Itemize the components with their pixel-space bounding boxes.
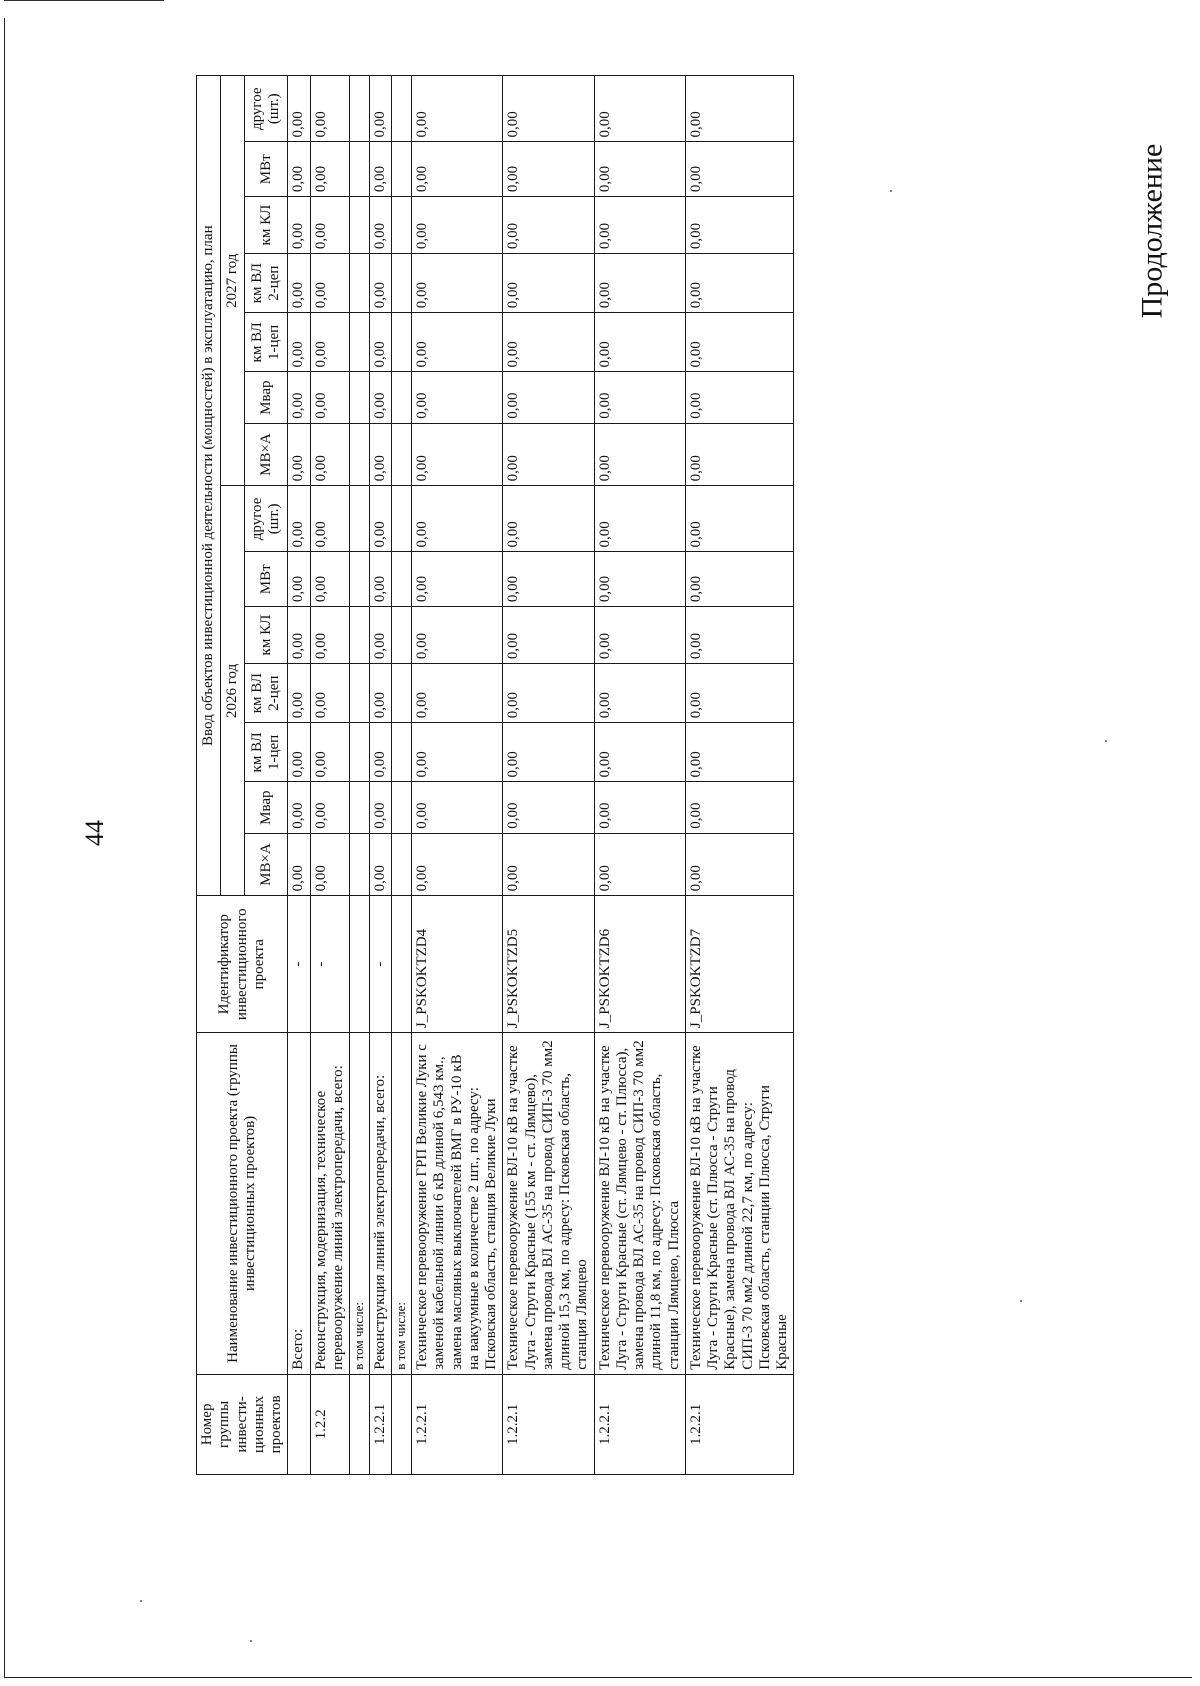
- cell-value: 0,00: [503, 607, 594, 664]
- page-number: 44: [80, 820, 109, 846]
- cell-group-number: 1.2.2.1: [594, 1374, 685, 1474]
- cell-value: [392, 313, 412, 372]
- cell-project-id: -: [369, 896, 391, 1033]
- table-row: [685, 76, 794, 1475]
- cell-project-id: J_PSKOKTZD6: [594, 896, 685, 1033]
- cell-value: 0,00: [412, 607, 503, 664]
- cell-project-name: Техническое перевооружение ВЛ-10 кВ на участке Луга - Струги Красные (ст. Плюсса - Струги Красные), замена провода ВЛ АС-35 на провод СИП-3 70 мм2 длиной 22,7 км, по адресу: Псковская область, станции Плюсса, Струги Красные: [685, 1033, 794, 1375]
- cell-value: 0,00: [503, 142, 594, 197]
- cell-value: 0,00: [594, 486, 685, 552]
- cell-value: 0,00: [288, 142, 310, 197]
- cell-value: 0,00: [685, 423, 794, 486]
- cell-value: [392, 486, 412, 552]
- cell-project-name: Техническое перевооружение ВЛ-10 кВ на участке Луга - Струги Красные (ст. Лямцево - ст. Плюсса), замена провода ВЛ АС-35 на провод СИП-3 70 мм2 длиной 11,8 км, по адресу: Псковская область, станции Лямцево, Плюсса: [594, 1033, 685, 1375]
- cell-value: 0,00: [594, 782, 685, 833]
- cell-value: [392, 782, 412, 833]
- cell-value: 0,00: [503, 254, 594, 313]
- header-unit: другое (шт.): [245, 486, 288, 552]
- cell-value: 0,00: [310, 833, 350, 896]
- cell-value: [392, 552, 412, 607]
- header-unit: другое (шт.): [245, 76, 288, 142]
- header-unit: МВ×А: [245, 423, 288, 486]
- header-unit: МВ×А: [245, 833, 288, 896]
- cell-value: 0,00: [369, 254, 391, 313]
- cell-value: 0,00: [310, 313, 350, 372]
- cell-value: 0,00: [594, 664, 685, 723]
- cell-value: [350, 254, 370, 313]
- cell-value: 0,00: [412, 486, 503, 552]
- cell-project-id: J_PSKOKTZD5: [503, 896, 594, 1033]
- cell-value: [392, 833, 412, 896]
- cell-value: 0,00: [594, 607, 685, 664]
- cell-value: 0,00: [369, 723, 391, 782]
- cell-value: 0,00: [288, 486, 310, 552]
- cell-value: [350, 372, 370, 423]
- cell-value: [350, 76, 370, 142]
- cell-value: 0,00: [369, 664, 391, 723]
- cell-value: [392, 664, 412, 723]
- cell-value: 0,00: [369, 372, 391, 423]
- cell-value: 0,00: [310, 664, 350, 723]
- cell-value: 0,00: [503, 552, 594, 607]
- cell-value: 0,00: [369, 197, 391, 254]
- cell-value: [350, 423, 370, 486]
- header-year-2027: 2027 год: [221, 76, 245, 486]
- cell-value: 0,00: [685, 372, 794, 423]
- cell-value: 0,00: [412, 833, 503, 896]
- cell-value: 0,00: [412, 254, 503, 313]
- cell-value: 0,00: [594, 142, 685, 197]
- cell-value: 0,00: [412, 76, 503, 142]
- cell-value: 0,00: [288, 833, 310, 896]
- cell-value: 0,00: [369, 76, 391, 142]
- cell-group-number: 1.2.2: [310, 1374, 350, 1474]
- cell-value: 0,00: [288, 552, 310, 607]
- table-row: [503, 76, 594, 1475]
- cell-value: [392, 197, 412, 254]
- cell-value: 0,00: [288, 423, 310, 486]
- cell-project-name: Техническое перевооружение ГРП Великие Луки с заменой кабельной линии 6 кВ длиной 6,543 км., замена масляных выключателей ВМГ в РУ-10 кВ на вакуумные в количестве 2 шт., по адресу: Псковская область, станция Великие Луки: [412, 1033, 503, 1375]
- header-unit: км ВЛ 2-цеп: [245, 254, 288, 313]
- cell-value: 0,00: [594, 833, 685, 896]
- cell-project-name: Техническое перевооружение ВЛ-10 кВ на участке Луга - Струги Красные (155 км - ст. Лямцево), замена провода ВЛ АС-35 на провод СИП-3 70 мм2 длиной 15,3 км, по адресу: Псковская область, станция Лямцево: [503, 1033, 594, 1375]
- cell-value: 0,00: [288, 76, 310, 142]
- cell-value: 0,00: [412, 142, 503, 197]
- cell-value: 0,00: [503, 782, 594, 833]
- table-row: [594, 76, 685, 1475]
- header-year-2026: 2026 год: [221, 486, 245, 896]
- header-unit: км ВЛ 2-цеп: [245, 664, 288, 723]
- investment-table: [196, 75, 794, 1475]
- cell-project-id: [392, 896, 412, 1033]
- cell-value: [350, 142, 370, 197]
- cell-value: 0,00: [310, 142, 350, 197]
- header-project-id: Идентификатор инвестиционного проекта: [197, 896, 288, 1033]
- cell-group-number: 1.2.2.1: [369, 1374, 391, 1474]
- cell-value: 0,00: [503, 664, 594, 723]
- cell-project-id: [350, 896, 370, 1033]
- cell-value: 0,00: [503, 486, 594, 552]
- cell-value: [392, 607, 412, 664]
- cell-value: 0,00: [369, 486, 391, 552]
- cell-project-name: Всего:: [288, 1033, 310, 1375]
- cell-value: 0,00: [685, 723, 794, 782]
- cell-value: 0,00: [594, 423, 685, 486]
- cell-value: 0,00: [369, 142, 391, 197]
- cell-value: 0,00: [310, 76, 350, 142]
- cell-value: 0,00: [310, 552, 350, 607]
- cell-project-id: -: [310, 896, 350, 1033]
- cell-value: 0,00: [412, 664, 503, 723]
- cell-value: 0,00: [369, 313, 391, 372]
- table-row: [310, 76, 350, 1475]
- cell-value: 0,00: [503, 833, 594, 896]
- cell-value: [392, 372, 412, 423]
- cell-value: 0,00: [685, 782, 794, 833]
- cell-value: [350, 723, 370, 782]
- cell-value: 0,00: [685, 76, 794, 142]
- cell-value: 0,00: [369, 552, 391, 607]
- cell-value: 0,00: [369, 833, 391, 896]
- cell-value: 0,00: [288, 313, 310, 372]
- cell-value: [392, 723, 412, 782]
- cell-value: 0,00: [310, 782, 350, 833]
- cell-value: 0,00: [685, 664, 794, 723]
- cell-value: 0,00: [503, 313, 594, 372]
- cell-value: [350, 607, 370, 664]
- cell-value: 0,00: [685, 552, 794, 607]
- cell-value: [350, 197, 370, 254]
- cell-group-number: 1.2.2.1: [412, 1374, 503, 1474]
- cell-value: 0,00: [503, 197, 594, 254]
- scan-speck: [890, 190, 892, 192]
- scan-speck: [1105, 740, 1107, 742]
- cell-value: 0,00: [369, 782, 391, 833]
- header-unit: МВт: [245, 142, 288, 197]
- rotated-table-wrapper: [196, 75, 1196, 1475]
- cell-value: 0,00: [685, 607, 794, 664]
- cell-value: 0,00: [412, 552, 503, 607]
- cell-value: 0,00: [594, 76, 685, 142]
- cell-value: 0,00: [310, 197, 350, 254]
- cell-value: 0,00: [594, 552, 685, 607]
- cell-value: [392, 423, 412, 486]
- cell-value: [350, 833, 370, 896]
- cell-value: [350, 486, 370, 552]
- cell-value: 0,00: [310, 607, 350, 664]
- cell-value: 0,00: [685, 142, 794, 197]
- table-row: [369, 76, 391, 1475]
- cell-value: 0,00: [594, 313, 685, 372]
- cell-value: 0,00: [594, 197, 685, 254]
- cell-value: [350, 782, 370, 833]
- scan-speck: [250, 1640, 252, 1642]
- cell-project-id: J_PSKOKTZD7: [685, 896, 794, 1033]
- cell-value: 0,00: [412, 313, 503, 372]
- cell-value: 0,00: [369, 423, 391, 486]
- cell-value: 0,00: [288, 723, 310, 782]
- cell-group-number: [288, 1374, 310, 1474]
- cell-value: 0,00: [369, 607, 391, 664]
- header-unit: км ВЛ 1-цеп: [245, 723, 288, 782]
- cell-value: 0,00: [594, 372, 685, 423]
- cell-value: 0,00: [412, 782, 503, 833]
- cell-group-number: [350, 1374, 370, 1474]
- cell-group-number: [392, 1374, 412, 1474]
- table-row: [350, 76, 370, 1475]
- header-commissioning: Ввод объектов инвестиционной деятельности (мощностей) в эксплуатацию, план: [197, 76, 221, 896]
- cell-value: [350, 664, 370, 723]
- cell-value: 0,00: [412, 197, 503, 254]
- cell-value: 0,00: [288, 254, 310, 313]
- header-unit: км КЛ: [245, 607, 288, 664]
- cell-project-name: в том числе:: [392, 1033, 412, 1375]
- cell-project-name: Реконструкция, модернизация, техническое перевооружение линий электропередачи, всего:: [310, 1033, 350, 1375]
- cell-value: 0,00: [594, 723, 685, 782]
- header-unit: км ВЛ 1-цеп: [245, 313, 288, 372]
- cell-value: 0,00: [288, 372, 310, 423]
- continuation-label: Продолжение: [1135, 143, 1169, 319]
- cell-value: 0,00: [503, 423, 594, 486]
- cell-value: 0,00: [685, 313, 794, 372]
- header-group-number: Номер группы инвести-ционных проектов: [197, 1374, 288, 1474]
- cell-value: 0,00: [594, 254, 685, 313]
- cell-project-name: в том числе:: [350, 1033, 370, 1375]
- cell-value: 0,00: [310, 486, 350, 552]
- header-unit: Мвар: [245, 782, 288, 833]
- table-row: [412, 76, 503, 1475]
- cell-project-id: J_PSKOKTZD4: [412, 896, 503, 1033]
- table-body: [288, 76, 794, 1475]
- cell-value: 0,00: [310, 372, 350, 423]
- cell-value: 0,00: [685, 254, 794, 313]
- cell-group-number: 1.2.2.1: [685, 1374, 794, 1474]
- cell-value: 0,00: [685, 197, 794, 254]
- cell-value: [392, 76, 412, 142]
- scan-speck: [1020, 1300, 1022, 1302]
- cell-value: 0,00: [412, 372, 503, 423]
- cell-value: 0,00: [288, 197, 310, 254]
- cell-value: 0,00: [412, 723, 503, 782]
- cell-value: [392, 142, 412, 197]
- cell-value: 0,00: [310, 723, 350, 782]
- cell-value: 0,00: [412, 423, 503, 486]
- cell-value: 0,00: [288, 782, 310, 833]
- cell-value: 0,00: [503, 372, 594, 423]
- cell-value: 0,00: [503, 723, 594, 782]
- cell-value: 0,00: [288, 664, 310, 723]
- cell-value: 0,00: [288, 607, 310, 664]
- header-unit: км КЛ: [245, 197, 288, 254]
- cell-project-id: -: [288, 896, 310, 1033]
- header-project-name: Наименование инвестиционного проекта (группы инвестиционных проектов): [197, 1033, 288, 1375]
- cell-value: 0,00: [310, 254, 350, 313]
- table-row: [392, 76, 412, 1475]
- scan-top-rule: [4, 0, 164, 1]
- header-unit: Мвар: [245, 372, 288, 423]
- cell-value: 0,00: [685, 833, 794, 896]
- cell-value: 0,00: [685, 486, 794, 552]
- cell-value: [392, 254, 412, 313]
- cell-value: [350, 313, 370, 372]
- cell-value: [350, 552, 370, 607]
- table-row: [288, 76, 310, 1475]
- header-unit: МВт: [245, 552, 288, 607]
- cell-group-number: 1.2.2.1: [503, 1374, 594, 1474]
- scan-speck: [140, 1600, 142, 1602]
- cell-value: 0,00: [310, 423, 350, 486]
- cell-value: 0,00: [503, 76, 594, 142]
- cell-project-name: Реконструкция линий электропередачи, всего:: [369, 1033, 391, 1375]
